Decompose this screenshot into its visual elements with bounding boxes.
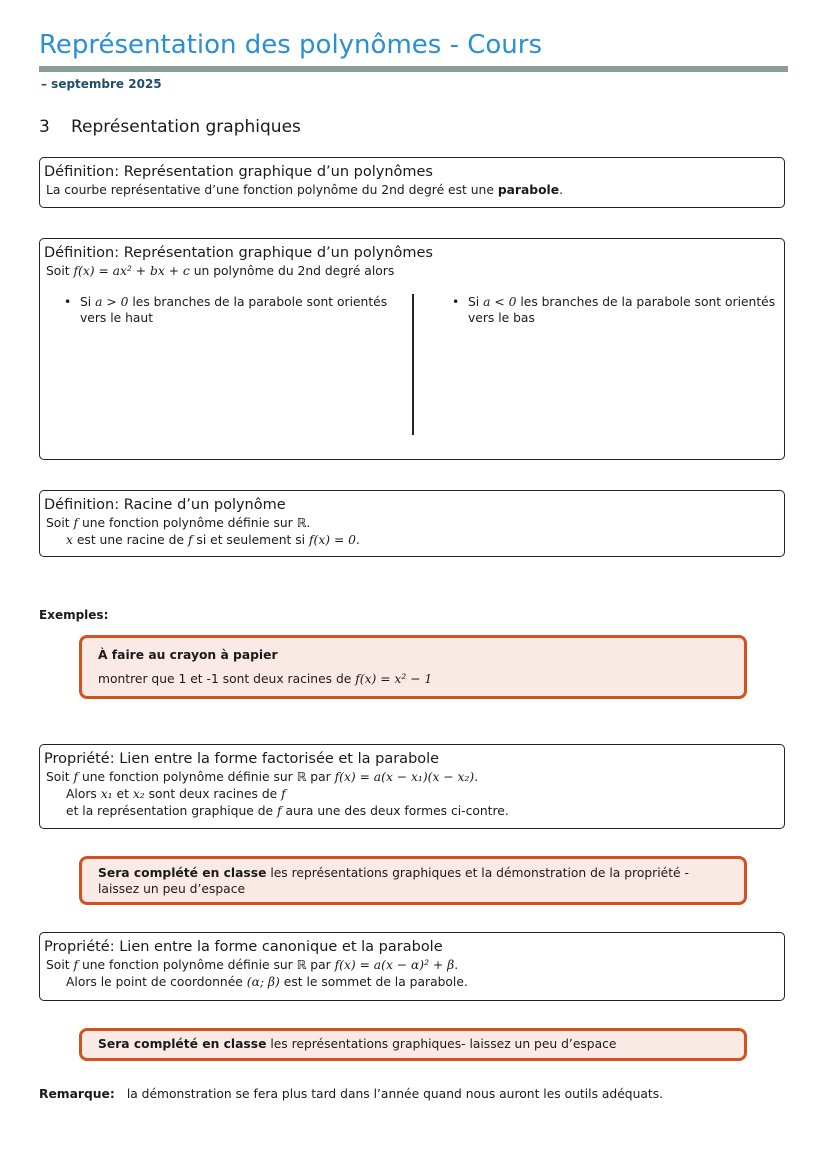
note-text: les représentations graphiques et la démonstration de la propriété - laissez un peu d’espace — [98, 866, 689, 896]
definition-heading: Définition: Racine d’un polynôme — [44, 497, 286, 513]
property-text: Soit f une fonction polynôme définie sur ℝ par f(x) = a(x − α)² + β. Alors le point de coordonnée (α; β) est le sommet de la parabole. — [46, 958, 468, 989]
example-heading: À faire au crayon à papier — [98, 648, 278, 662]
property-box-canonical — [39, 932, 785, 1001]
property-heading: Propriété: Lien entre la forme canonique et la parabole — [44, 939, 443, 955]
property-box-factorised — [39, 744, 785, 829]
keyword-parabole: parabole — [497, 183, 560, 197]
section-heading — [39, 117, 301, 137]
definition-box-parabola — [39, 157, 785, 208]
remark-label: Remarque: — [39, 1087, 115, 1101]
date-line: – septembre 2025 — [41, 77, 162, 91]
definition-heading: Définition: Représentation graphique d’un polynômes — [44, 164, 433, 180]
definition-heading: Définition: Représentation graphique d’un polynômes — [44, 245, 433, 261]
note-bold: Sera complété en classe — [98, 866, 267, 880]
bullet-a-positive: • Si a > 0 les branches de la parabole sont orientés vers le haut — [64, 295, 388, 325]
bullet-icon: • — [452, 295, 460, 309]
examples-label: Exemples: — [39, 608, 109, 622]
section-number: 3 — [39, 117, 50, 137]
bullet-a-negative: • Si a < 0 les branches de la parabole sont orientés vers le bas — [452, 295, 776, 325]
definition-text: La courbe représentative d’une fonction polynôme du 2nd degré est une parabole. — [46, 183, 564, 197]
example-text: montrer que 1 et -1 sont deux racines de f(x) = x² − 1 — [98, 672, 433, 686]
remark-text: la démonstration se fera plus tard dans l’année quand nous auront les outils adéquats. — [126, 1087, 664, 1101]
bullet-icon: • — [64, 295, 72, 309]
definition-intro: Soit f(x) = ax² + bx + c un polynôme du 2nd degré alors — [46, 264, 395, 278]
two-column-area — [40, 280, 784, 430]
definition-text: Soit f une fonction polynôme définie sur ℝ. x est une racine de f si et seulement si f(x) = 0. — [46, 516, 360, 547]
example-box — [79, 635, 747, 699]
property-heading: Propriété: Lien entre la forme factorisée et la parabole — [44, 751, 440, 767]
section-title: Représentation graphiques — [71, 117, 301, 137]
definition-box-orientation — [39, 238, 785, 460]
note-text: les représentations graphiques- laissez un peu d’espace — [266, 1037, 617, 1051]
title-rule — [39, 66, 788, 72]
definition-box-root — [39, 490, 785, 557]
column-divider — [412, 294, 414, 435]
note-box-factorised — [79, 856, 747, 905]
remark — [39, 1087, 663, 1101]
page-title: Représentation des polynômes - Cours — [39, 30, 543, 60]
property-text: Soit f une fonction polynôme définie sur ℝ par f(x) = a(x − x₁)(x − x₂). Alors x₁ et x₂ sont deux racines de f et la représentation graphique de f aura une des deux formes ci-contre. — [46, 770, 509, 818]
note-box-canonical — [79, 1028, 747, 1061]
note-bold: Sera complété en classe — [98, 1037, 267, 1051]
